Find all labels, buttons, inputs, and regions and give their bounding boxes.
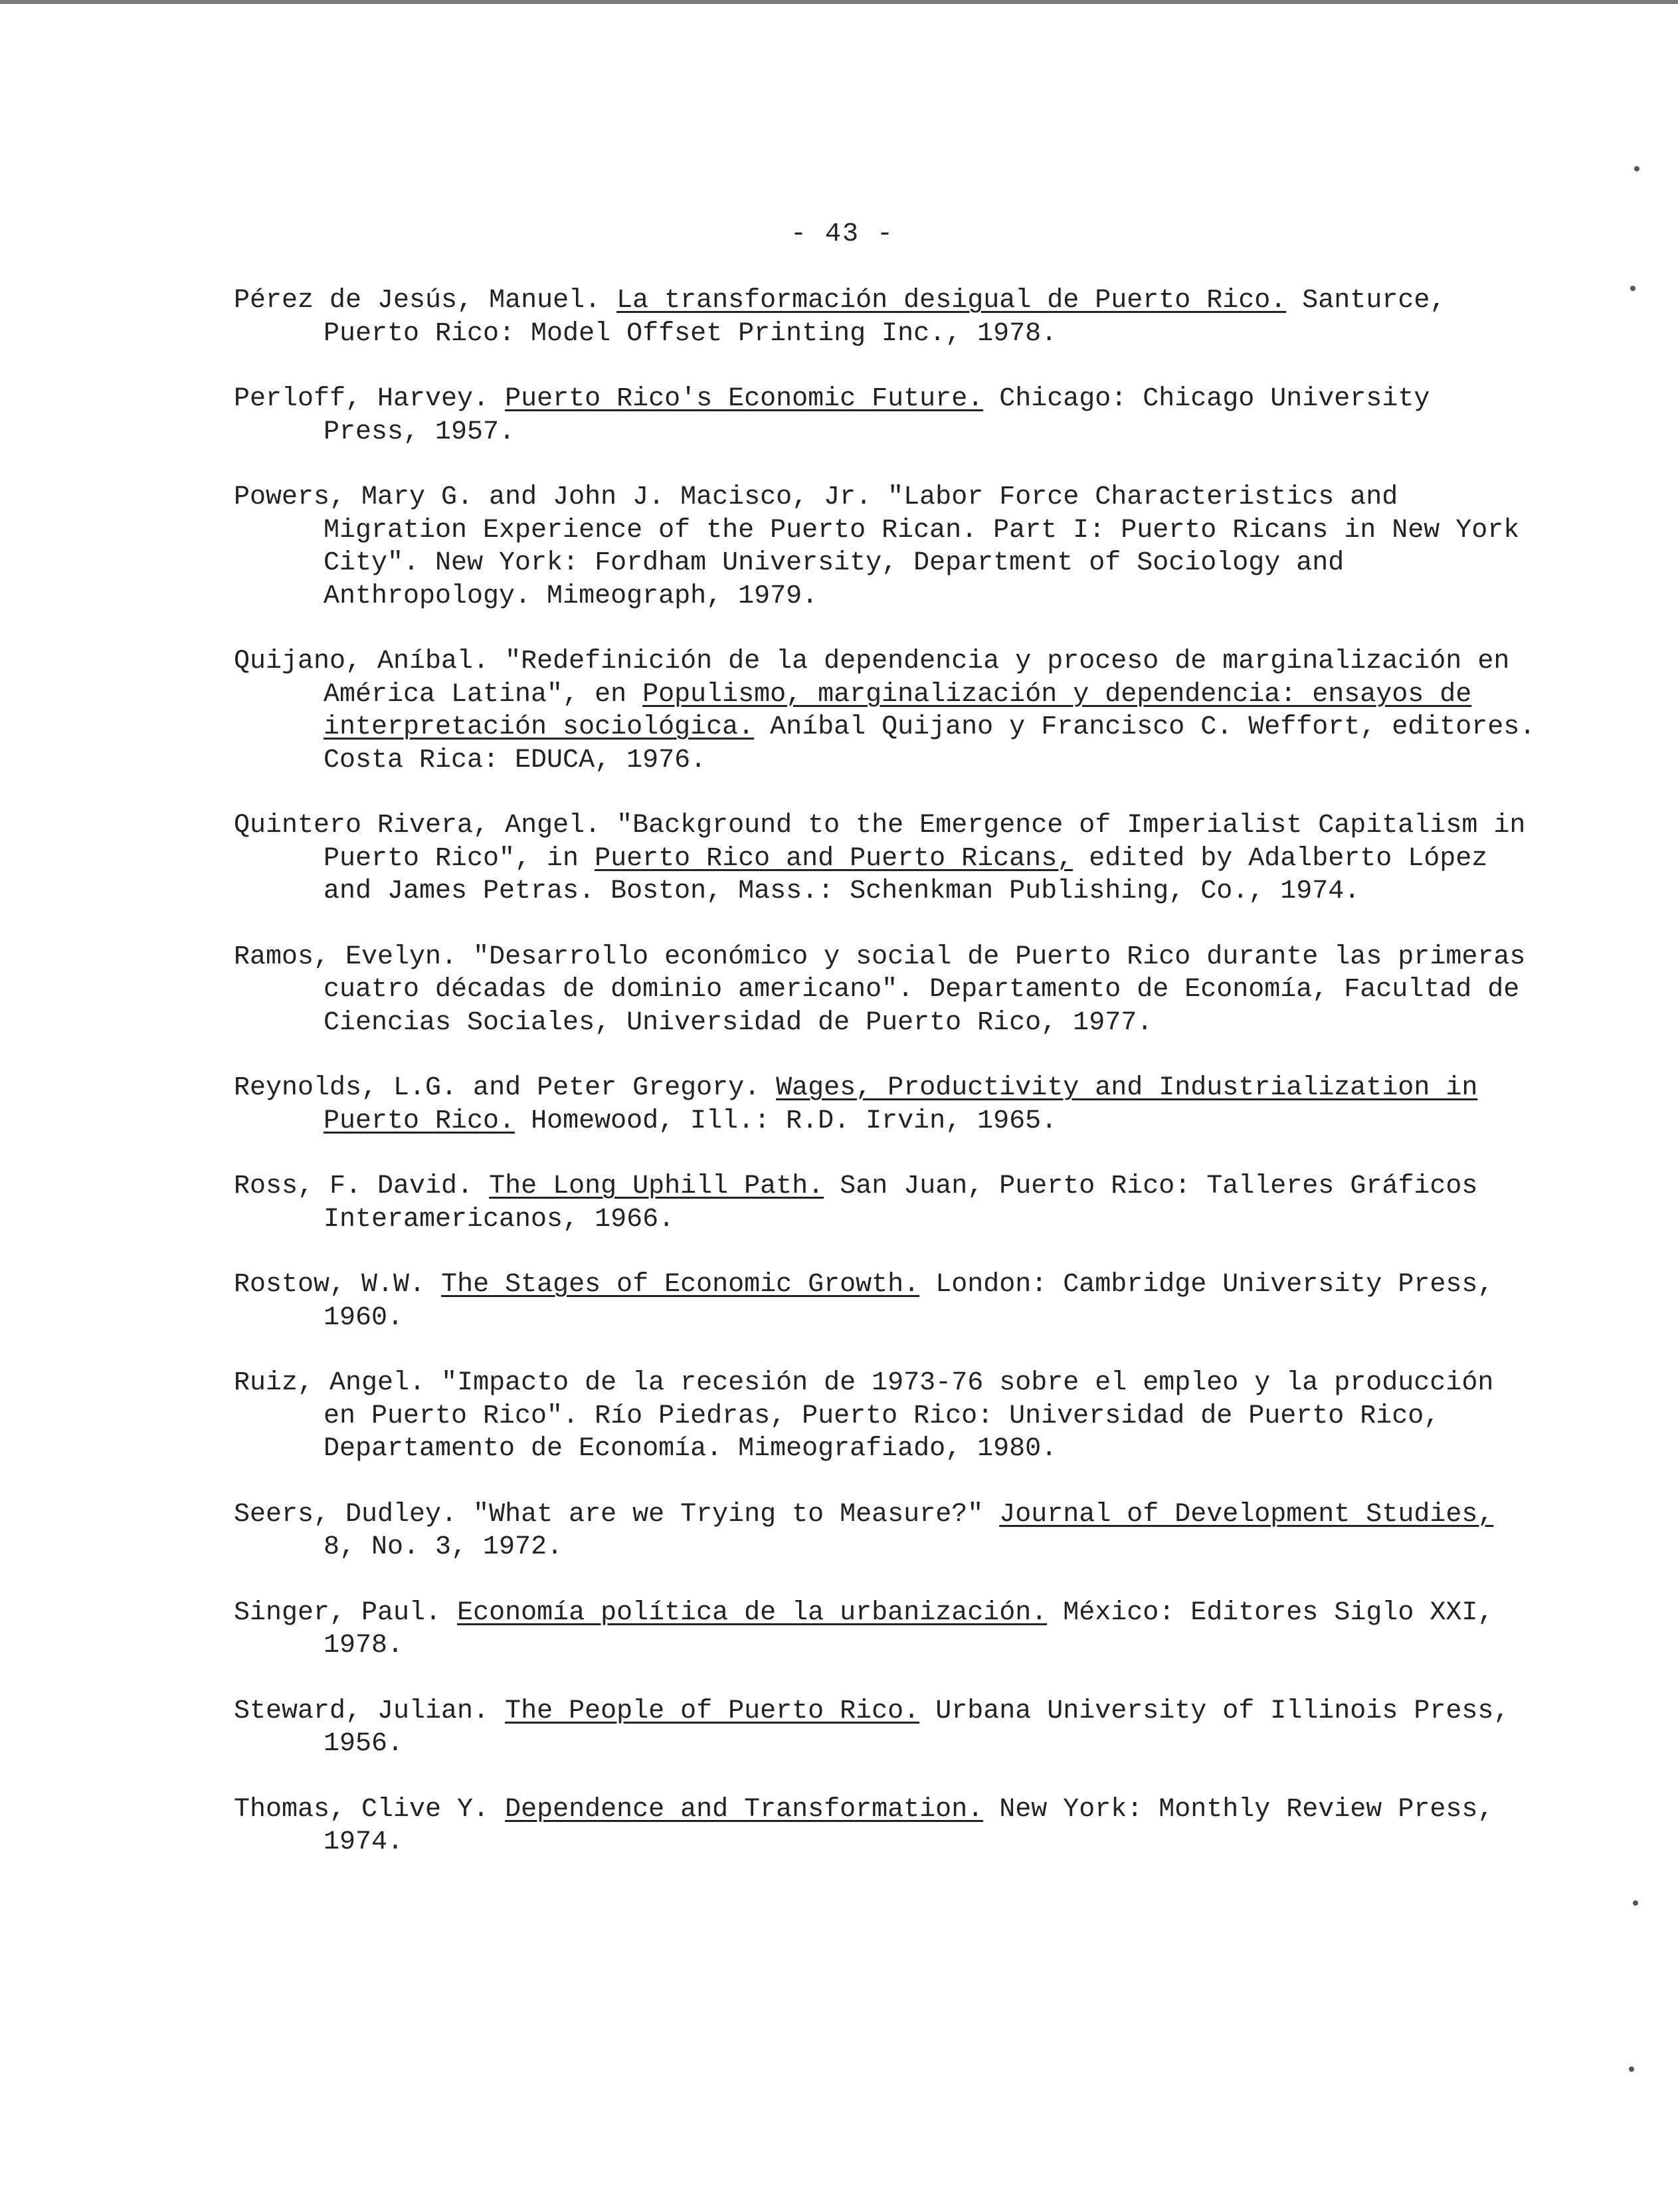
entry-title: La transformación desigual de Puerto Rico.	[616, 286, 1287, 316]
entry-publication: San Juan, Puerto Rico: Talleres Gráficos Interamericanos, 1966.	[324, 1171, 1478, 1235]
entry-title: The Long Uphill Path.	[489, 1171, 824, 1201]
entry-author: Singer, Paul.	[234, 1597, 442, 1628]
entry-quoted-title: "What are we Trying to Measure?"	[473, 1499, 984, 1530]
entry-publication: 8, No. 3, 1972.	[324, 1532, 563, 1562]
entry-quoted-title: "Redefinición de la dependencia y proceso de marginalización en América Latina", en	[324, 647, 1510, 710]
page-number: - 43 -	[791, 219, 895, 249]
entry-author: Quintero Rivera, Angel.	[234, 811, 601, 841]
bibliography-entry	[234, 1793, 1536, 1859]
bibliography-entry	[234, 383, 1536, 449]
entry-author: Pérez de Jesús, Manuel.	[234, 286, 601, 316]
entry-publication: Homewood, Ill.: R.D. Irvin, 1965.	[531, 1106, 1058, 1136]
entry-author: Thomas, Clive Y.	[234, 1794, 490, 1825]
entry-title: The Stages of Economic Growth.	[441, 1270, 920, 1300]
entry-title: Economía política de la urbanización.	[457, 1597, 1048, 1628]
scan-speck	[1629, 2066, 1634, 2072]
scan-margin-specks	[1621, 153, 1647, 2080]
entry-title: Populismo, marginalización y dependencia: ensayos de interpretación sociológica.	[324, 679, 1472, 742]
bibliography-entry	[234, 1170, 1536, 1236]
scan-speck	[1633, 1900, 1638, 1906]
bibliography-entry	[234, 645, 1536, 777]
entry-title: Puerto Rico and Puerto Ricans,	[595, 843, 1073, 874]
entry-title: Dependence and Transformation.	[505, 1794, 984, 1825]
entry-publication: Urbana University of Illinois Press, 1956.	[324, 1696, 1510, 1759]
entry-author: Rostow, W.W.	[234, 1270, 426, 1300]
entry-title: The People of Puerto Rico.	[505, 1696, 920, 1726]
entry-quoted-title: "Background to the Emergence of Imperialist Capitalism in Puerto Rico", in	[324, 811, 1526, 874]
bibliography-entry	[234, 284, 1536, 350]
bibliography-entry	[234, 1072, 1536, 1138]
entry-author: Powers, Mary G. and John J. Macisco, Jr.	[234, 482, 872, 512]
bibliography-list	[234, 284, 1536, 1859]
scan-speck	[1634, 166, 1639, 171]
entry-author: Steward, Julian.	[234, 1696, 490, 1726]
entry-author: Ross, F. David.	[234, 1171, 474, 1201]
entry-author: Quijano, Aníbal.	[234, 647, 490, 676]
entry-title: Journal of Development Studies,	[999, 1499, 1494, 1530]
bibliography-entry	[234, 1268, 1536, 1334]
entry-author: Reynolds, L.G. and Peter Gregory.	[234, 1073, 761, 1103]
entry-author: Ruiz, Angel.	[234, 1368, 426, 1398]
entry-publication: New York: Monthly Review Press, 1974.	[324, 1794, 1494, 1857]
entry-publication: edited by Adalberto López and James Petras. Boston, Mass.: Schenkman Publishing, Co., 1974.	[324, 843, 1488, 906]
entry-publication: Aníbal Quijano y Francisco C. Weffort, editores. Costa Rica: EDUCA, 1976.	[324, 712, 1536, 775]
bibliography-entry	[234, 1498, 1536, 1564]
bibliography-entry	[234, 941, 1536, 1040]
entry-author: Seers, Dudley.	[234, 1499, 458, 1530]
scan-speck	[1630, 286, 1635, 291]
entry-title: Wages, Productivity and Industrialization in Puerto Rico.	[324, 1073, 1478, 1136]
bibliography-entry	[234, 1367, 1536, 1466]
bibliography-entry	[234, 1695, 1536, 1761]
entry-author: Ramos, Evelyn.	[234, 942, 458, 972]
entry-publication: London: Cambridge University Press, 1960.	[324, 1270, 1494, 1333]
entry-author: Perloff, Harvey.	[234, 384, 490, 414]
entry-publication: Chicago: Chicago University Press, 1957.	[324, 384, 1430, 447]
bibliography-entry	[234, 809, 1536, 908]
entry-quoted-title: "Impacto de la recesión de 1973-76 sobre el empleo y la producción en Puerto Rico". Río Piedras, Puerto Rico: Universidad de Puerto Rico, Departamento de Economía. Mimeografiado, 1980.	[324, 1368, 1494, 1464]
bibliography-entry	[234, 1597, 1536, 1662]
entry-publication: Santurce, Puerto Rico: Model Offset Printing Inc., 1978.	[324, 286, 1446, 349]
entry-quoted-title: "Desarrollo económico y social de Puerto Rico durante las primeras cuatro décadas de dominio americano". Departamento de Economía, Facultad de Ciencias Sociales, Universidad de Puerto Rico, 1977.	[324, 942, 1526, 1038]
entry-quoted-title: "Labor Force Characteristics and Migration Experience of the Puerto Rican. Part I: Puerto Ricans in New York City". New York: Fordham University, Department of Sociology and Anthropology. Mimeograph, 1979.	[324, 482, 1520, 611]
page-top-edge	[0, 0, 1678, 4]
bibliography-entry	[234, 481, 1536, 613]
entry-title: Puerto Rico's Economic Future.	[505, 384, 984, 414]
entry-publication: México: Editores Siglo XXI, 1978.	[324, 1597, 1494, 1660]
